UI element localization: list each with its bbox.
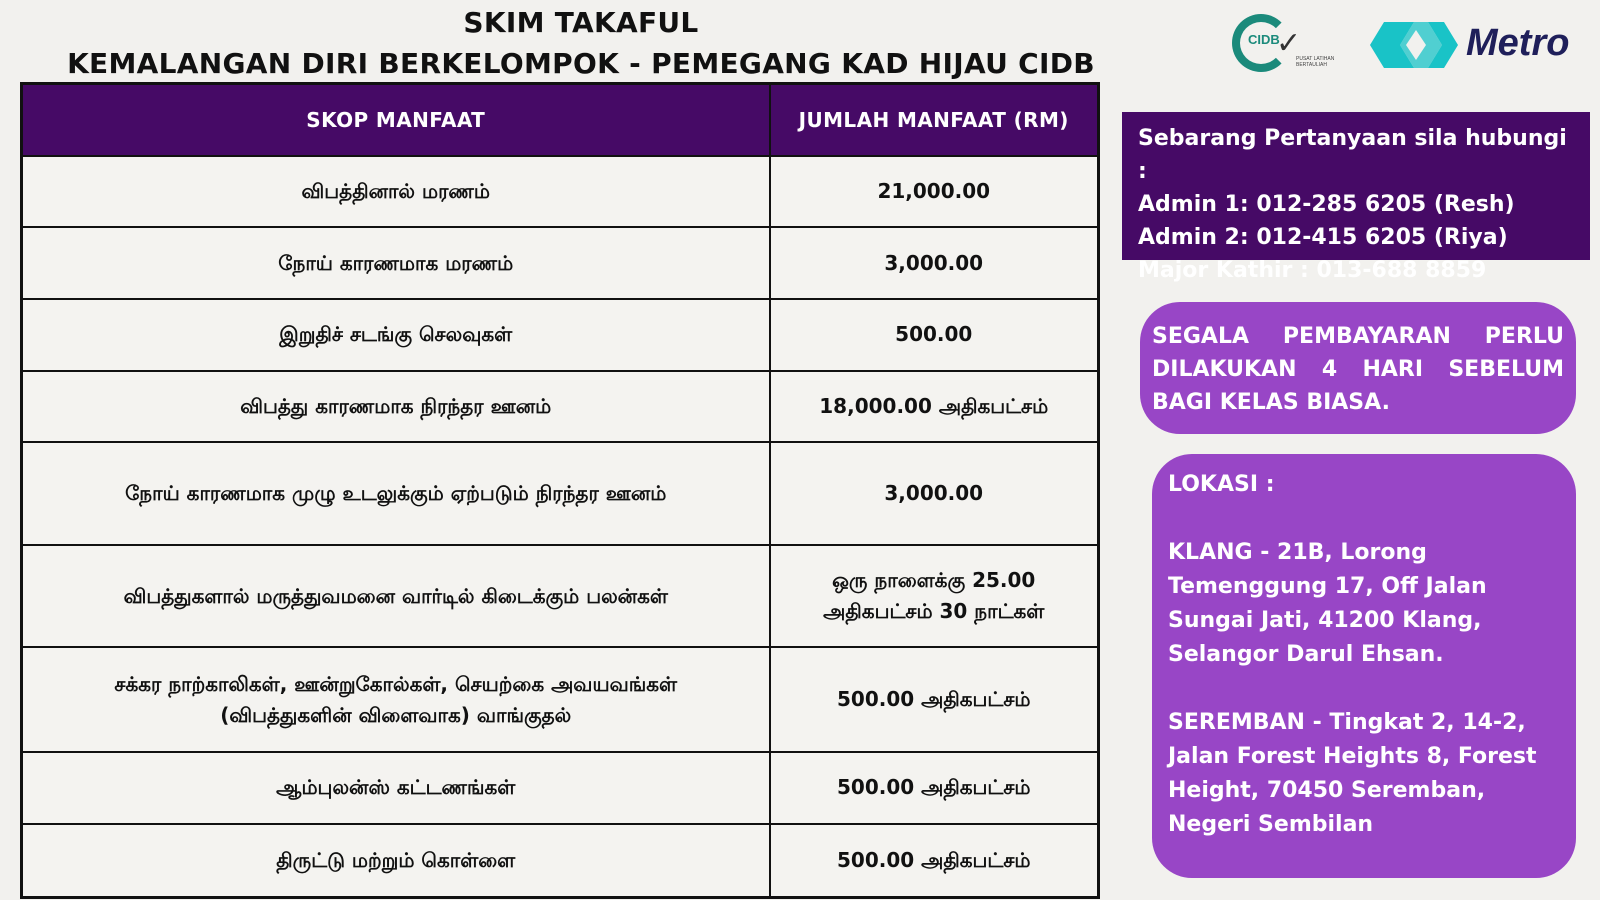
title-line-2: KEMALANGAN DIRI BERKELOMPOK - PEMEGANG KAD HIJAU CIDB: [67, 47, 1095, 80]
contact-line: Major Kathir : 013-688 8859: [1138, 258, 1487, 283]
logo-area: [1228, 8, 1588, 78]
location-address-seremban: SEREMBAN - Tingkat 2, 14-2, Jalan Forest Heights 8, Forest Height, 70450 Seremban, Negeri Sembilan: [1168, 710, 1537, 837]
table-row: [22, 442, 1099, 544]
benefit-desc: ஆம்புலன்ஸ் கட்டணங்கள்: [22, 752, 770, 824]
benefit-amount: 18,000.00 அதிகபட்சம்: [770, 371, 1099, 443]
benefit-amount: 500.00 அதிகபட்சம்: [770, 647, 1099, 752]
title-line-1: SKIM TAKAFUL: [463, 6, 699, 39]
header-benefit-amount: JUMLAH MANFAAT (RM): [770, 84, 1099, 156]
benefit-desc: சக்கர நாற்காலிகள், ஊன்றுகோல்கள், செயற்கை அவயவங்கள் (விபத்துகளின் விளைவாக) வாங்குதல்: [22, 647, 770, 752]
benefit-amount: ஒரு நாளைக்கு 25.00 அதிகபட்சம் 30 நாட்கள்: [770, 545, 1099, 647]
benefit-desc: விபத்துகளால் மருத்துவமனை வார்டில் கிடைக்கும் பலன்கள்: [22, 545, 770, 647]
cidb-logo-subtitle: PUSAT LATIHAN BERTAULIAH: [1296, 56, 1335, 68]
contact-line: Admin 2: 012-415 6205 (Riya): [1138, 225, 1508, 250]
page-title: [20, 2, 1142, 84]
checkmark-icon: ✓: [1276, 26, 1302, 61]
benefit-desc: விபத்து காரணமாக நிரந்தர ஊனம்: [22, 371, 770, 443]
payment-notice: [1140, 302, 1576, 434]
location-box: [1152, 454, 1576, 878]
location-address-klang: KLANG - 21B, Lorong Temenggung 17, Off Jalan Sungai Jati, 41200 Klang, Selangor Darul Ehsan.: [1168, 540, 1487, 667]
table-row: [22, 752, 1099, 824]
contact-line: Admin 1: 012-285 6205 (Resh): [1138, 192, 1515, 217]
benefit-desc: இறுதிச் சடங்கு செலவுகள்: [22, 299, 770, 371]
table-row: [22, 371, 1099, 443]
table-row: [22, 227, 1099, 299]
payment-notice-text: SEGALA PEMBAYARAN PERLU DILAKUKAN 4 HARI SEBELUM BAGI KELAS BIASA.: [1152, 324, 1564, 415]
table-row: [22, 545, 1099, 647]
benefits-table: [20, 82, 1100, 899]
benefit-amount: 3,000.00: [770, 442, 1099, 544]
benefit-amount: 21,000.00: [770, 156, 1099, 228]
cidb-logo-text: CIDB: [1248, 32, 1280, 47]
metro-logo-text: Metro: [1466, 22, 1570, 64]
header-benefit-scope: SKOP MANFAAT: [22, 84, 770, 156]
table-row: [22, 647, 1099, 752]
contact-box: [1122, 112, 1590, 283]
metro-logo: [1370, 20, 1590, 70]
benefit-amount: 500.00 அதிகபட்சம்: [770, 824, 1099, 898]
benefit-amount: 3,000.00: [770, 227, 1099, 299]
cidb-logo: [1228, 12, 1358, 74]
benefit-desc: நோய் காரணமாக முழு உடலுக்கும் ஏற்படும் நிரந்தர ஊனம்: [22, 442, 770, 544]
table-row: [22, 156, 1099, 228]
benefit-desc: திருட்டு மற்றும் கொள்ளை: [22, 824, 770, 898]
benefit-desc: நோய் காரணமாக மரணம்: [22, 227, 770, 299]
benefit-desc: விபத்தினால் மரணம்: [22, 156, 770, 228]
benefit-amount: 500.00: [770, 299, 1099, 371]
benefit-amount: 500.00 அதிகபட்சம்: [770, 752, 1099, 824]
table-row: [22, 824, 1099, 898]
metro-mark-icon: [1370, 20, 1458, 70]
table-row: [22, 299, 1099, 371]
contact-heading: Sebarang Pertanyaan sila hubungi :: [1138, 126, 1567, 184]
location-heading: LOKASI :: [1168, 472, 1275, 497]
table-header-row: [22, 84, 1099, 156]
